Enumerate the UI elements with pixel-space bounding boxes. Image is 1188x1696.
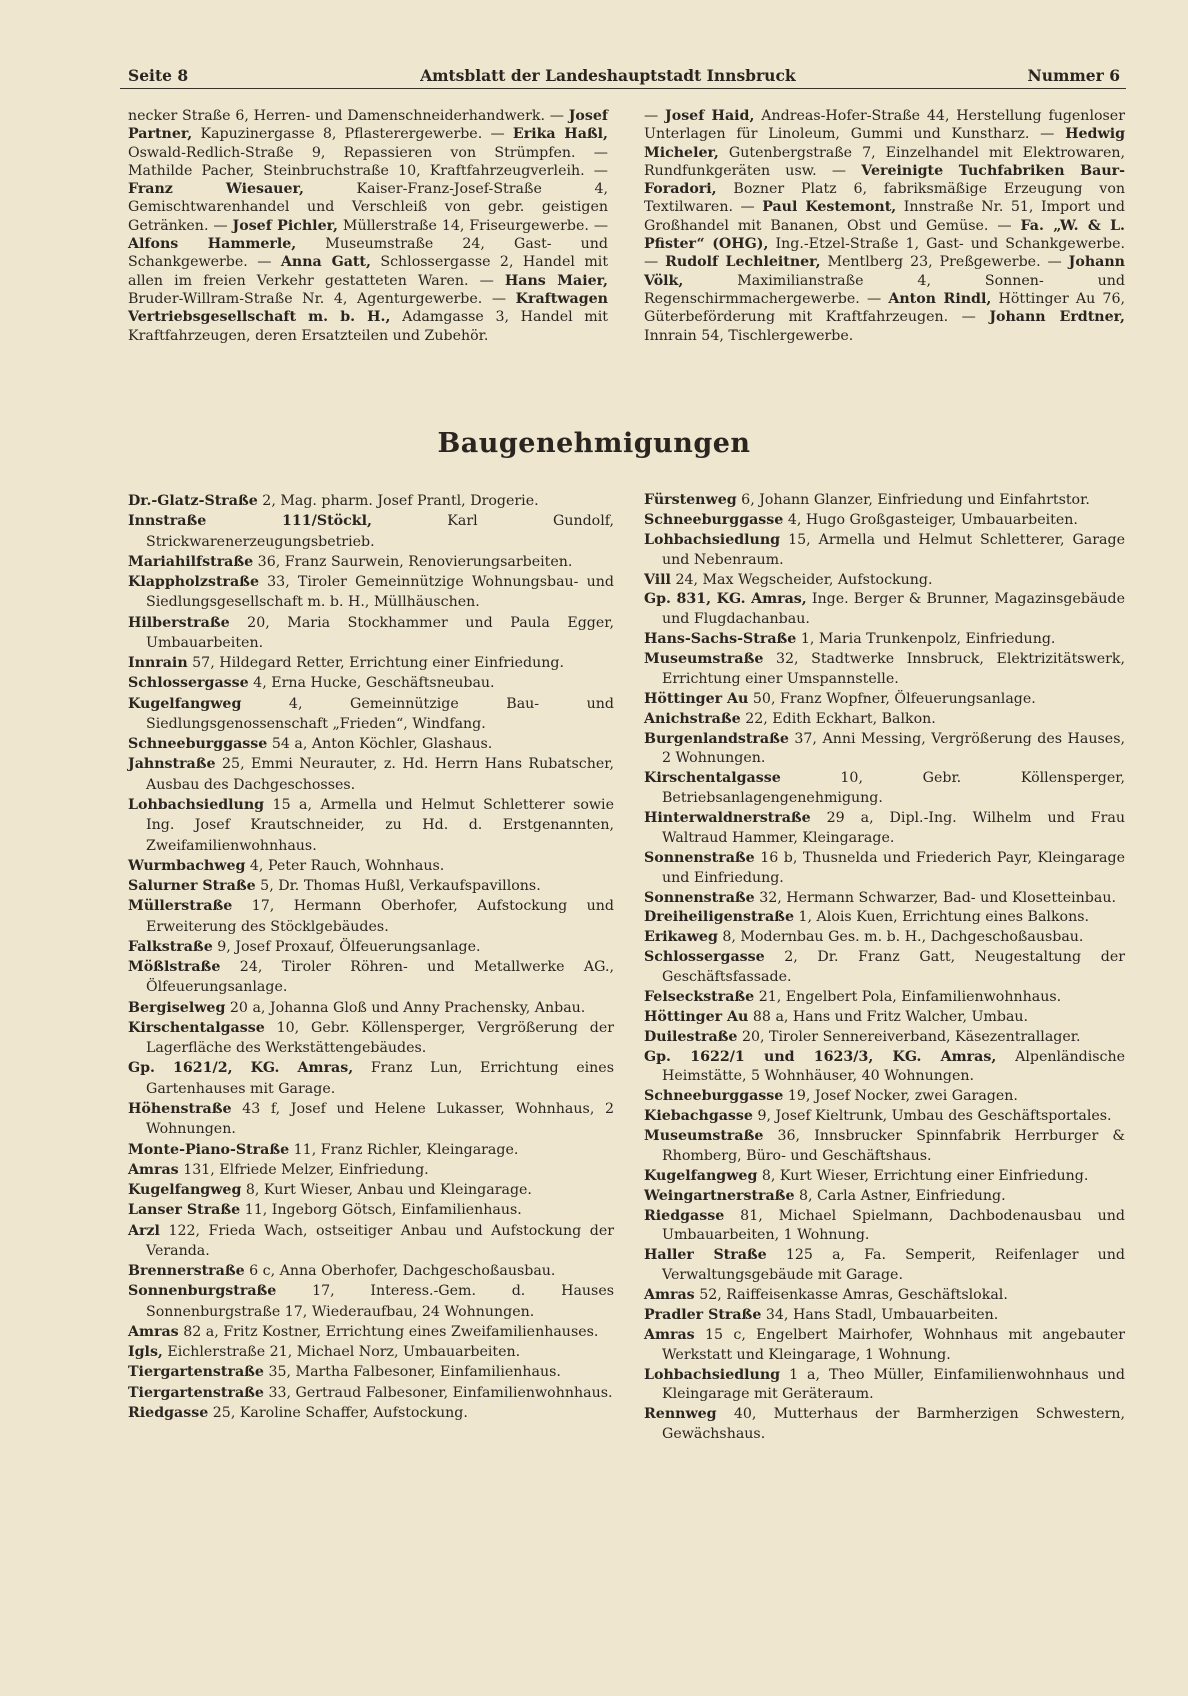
permit-details: 4, Erna Hucke, Geschäftsneubau. <box>248 675 495 692</box>
permit-details: 15 a, Armella und Helmut Schletterer sowie Ing. Josef Krautschneider, zu Hd. d. Erstgenannten, Zweifamilienwohnhaus. <box>146 796 614 854</box>
permit-details: 21, Engelbert Pola, Einfamilienwohnhaus. <box>754 988 1062 1005</box>
permit-details: 6 c, Anna Oberhofer, Dachgeschoßausbau. <box>244 1263 556 1280</box>
registrant-details: Höttinger Au 76, Güterbeförderung mit Kraftfahrzeugen. — <box>644 290 1125 326</box>
permit-address: Tiergartenstraße <box>128 1364 264 1381</box>
permit-details: 40, Mutterhaus der Barmherzigen Schwestern, Gewächshaus. <box>662 1406 1125 1443</box>
permit-details: 131, Elfriede Melzer, Einfriedung. <box>178 1161 429 1178</box>
permit-entry <box>644 889 1125 909</box>
permit-entry <box>128 1221 614 1262</box>
registrant-name: Alfons Hammerle, <box>128 236 297 253</box>
permit-address: Höttinger Au <box>644 1008 749 1025</box>
permit-address: Rennweg <box>644 1406 717 1423</box>
issue-number: Nummer 6 <box>1027 66 1120 85</box>
permit-details: 82 a, Fritz Kostner, Errichtung eines Zweifamilienhauses. <box>178 1323 599 1340</box>
registrant-details: Andreas-Hofer-Straße 44, Herstellung fugenloser Unterlagen für Linoleum, Gummi und Kunstharz. — <box>644 108 1125 143</box>
registrant-name: Anton Rindl, <box>888 290 992 307</box>
permit-address: Lohbachsiedlung <box>644 1366 781 1383</box>
registrant-details: Mentlberg 23, Preßgewerbe. — <box>820 254 1062 271</box>
permit-address: Haller Straße <box>644 1247 767 1264</box>
permit-address: Amras <box>644 1287 695 1303</box>
permit-details: 81, Michael Spielmann, Dachbodenausbau und Umbauarbeiten, 1 Wohnung. <box>662 1207 1125 1244</box>
permit-entry <box>644 1048 1125 1088</box>
permit-address: Amras <box>128 1323 179 1340</box>
permit-entry <box>128 1099 614 1140</box>
permit-address: Sonnenburgstraße <box>128 1283 277 1300</box>
permit-address: Pradler Straße <box>644 1306 762 1323</box>
permit-entry <box>128 572 614 613</box>
permit-details: 43 f, Josef und Helene Lukasser, Wohnhaus, 2 Wohnungen. <box>146 1100 614 1138</box>
permit-details: 15, Armella und Helmut Schletterer, Garage und Nebenraum. <box>662 531 1125 568</box>
permit-entry <box>128 1160 614 1180</box>
permit-address: Felseckstraße <box>644 988 755 1005</box>
permit-entry <box>644 1207 1125 1247</box>
permit-entry <box>128 734 614 754</box>
registrant-name: Fa. „W. & L. Pfister“ (OHG), <box>644 217 1125 253</box>
permit-entry <box>128 1261 614 1281</box>
permit-entry <box>644 948 1125 988</box>
building-permits-left-column <box>128 491 614 1423</box>
permit-address: Kirschentalgasse <box>128 1019 265 1036</box>
permit-details: 36, Franz Saurwein, Renovierungsarbeiten. <box>253 553 573 570</box>
permit-details: 10, Gebr. Köllensperger, Betriebsanlagengenehmigung. <box>662 770 1125 807</box>
permit-address: Hilberstraße <box>128 614 230 631</box>
permit-address: Igls, <box>128 1344 163 1361</box>
permit-details: 4, Peter Rauch, Wohnhaus. <box>245 857 445 874</box>
permit-address: Lohbachsiedlung <box>644 531 781 548</box>
permit-details: 33, Tiroler Gemeinnützige Wohnungsbau- und Siedlungsgesellschaft m. b. H., Müllhäuschen. <box>146 574 614 611</box>
permit-entry <box>644 1167 1125 1187</box>
registrant-name: Hedwig Micheler, <box>644 126 1125 161</box>
permit-address: Sonnenstraße <box>644 889 755 906</box>
registrant-name: Vereinigte Tuchfabriken Baur-Foradori, <box>644 162 1125 198</box>
permit-details: 20, Tiroler Sennereiverband, Käsezentrallager. <box>737 1028 1081 1045</box>
page-number: Seite 8 <box>128 66 189 85</box>
permit-entry <box>128 1018 614 1059</box>
registrant-details: Adamgasse 3, Handel mit Kraftfahrzeugen, deren Ersatzteilen und Zubehör. <box>128 309 608 344</box>
permit-address: Müllerstraße <box>128 898 233 915</box>
permit-address: Anichstraße <box>644 710 741 727</box>
permit-details: Alpenländische Heimstätte, 5 Wohnhäuser, 40 Wohnungen. <box>662 1048 1125 1085</box>
permit-entry <box>644 1326 1125 1366</box>
permit-address: Höttinger Au <box>644 690 749 707</box>
permit-address: Dreiheiligenstraße <box>644 909 794 926</box>
permit-details: 8, Carla Astner, Einfriedung. <box>794 1187 1006 1204</box>
permit-details: 20, Maria Stockhammer und Paula Egger, Umbauarbeiten. <box>146 614 614 651</box>
permit-details: 17, Interess.-Gem. d. Hauses Sonnenburgstraße 17, Wiederaufbau, 24 Wohnungen. <box>146 1283 614 1320</box>
permit-address: Gp. 1621/2, KG. Amras, <box>128 1060 354 1077</box>
permit-details: 22, Edith Eckhart, Balkon. <box>740 710 936 727</box>
trade-register-paragraph-right <box>644 107 1125 345</box>
permit-details: 4, Hugo Großgasteiger, Umbauarbeiten. <box>783 511 1078 528</box>
permit-details: 9, Josef Proxauf, Ölfeuerungsanlage. <box>212 938 481 955</box>
permit-details: 125 a, Fa. Semperit, Reifenlager und Verwaltungsgebäude mit Garage. <box>662 1247 1126 1284</box>
registrant-details: Bozner Platz 6, fabriksmäßige Erzeugung von Textilwaren. — <box>644 181 1125 216</box>
registrant-details: Maximilianstraße 4, Sonnen- und Regenschirmmachergewerbe. — <box>644 272 1125 307</box>
permit-details: Inge. Berger & Brunner, Magazinsgebäude und Flugdachanbau. <box>662 591 1126 628</box>
permit-details: 32, Stadtwerke Innsbruck, Elektrizitätswerk, Errichtung einer Umspannstelle. <box>662 651 1125 687</box>
permit-entry <box>644 730 1125 770</box>
permit-details: 1 a, Theo Müller, Einfamilienwohnhaus und Kleingarage mit Geräteraum. <box>662 1366 1125 1403</box>
permit-entry <box>644 511 1125 531</box>
permit-entry <box>644 1028 1125 1048</box>
permit-details: Karl Gundolf, Strickwarenerzeugungsbetrieb. <box>146 513 615 550</box>
permit-entry <box>128 613 614 654</box>
permit-entry <box>644 1008 1125 1028</box>
permit-entry <box>128 1362 614 1382</box>
permit-address: Innrain <box>128 655 188 672</box>
registrant-name: Paul Kestemont, <box>762 199 897 216</box>
permit-entry <box>128 1058 614 1099</box>
permit-address: Kiebachgasse <box>644 1108 753 1125</box>
permit-entry <box>644 1087 1125 1107</box>
permit-details: 2, Dr. Franz Gatt, Neugestaltung der Geschäftsfassade. <box>662 949 1125 985</box>
permit-address: Riedgasse <box>128 1404 209 1421</box>
permit-entry <box>128 1200 614 1220</box>
permit-address: Salurner Straße <box>128 878 256 895</box>
permit-address: Duilestraße <box>644 1028 738 1045</box>
registrant-name: Josef Partner, <box>128 108 608 143</box>
permit-details: 9, Josef Kieltrunk, Umbau des Geschäftsportales. <box>752 1108 1112 1125</box>
permit-details: 52, Raiffeisenkasse Amras, Geschäftslokal. <box>694 1287 1008 1303</box>
permit-entry <box>644 1405 1125 1445</box>
permit-details: 11, Ingeborg Götsch, Einfamilienhaus. <box>240 1202 522 1219</box>
permit-address: Erikaweg <box>644 929 718 946</box>
trade-register-left-column <box>128 107 608 345</box>
permit-entry <box>128 937 614 957</box>
permit-details: 15 c, Engelbert Mairhofer, Wohnhaus mit angebauter Werkstatt und Kleingarage, 1 Wohnung. <box>662 1326 1125 1363</box>
registrant-details: necker Straße 6, Herren- und Damenschneiderhandwerk. — <box>128 108 564 124</box>
permit-details: 6, Johann Glanzer, Einfriedung und Einfahrtstor. <box>736 492 1090 508</box>
registrant-name: Josef Pichler, <box>232 217 338 234</box>
permit-details: Eichlerstraße 21, Michael Norz, Umbauarbeiten. <box>162 1344 521 1361</box>
permit-entry <box>128 1403 614 1423</box>
permit-address: Weingartnerstraße <box>644 1187 795 1204</box>
permit-details: 17, Hermann Oberhofer, Aufstockung und Erweiterung des Stöcklgebäudes. <box>146 898 614 935</box>
permit-entry <box>644 1127 1125 1167</box>
permit-entry <box>128 1281 614 1322</box>
permit-entry <box>128 856 614 876</box>
registrant-details: Kaiser-Franz-Josef-Straße 4, Gemischtwarenhandel und Verschleiß von gebr. geistigen Getränken. — <box>128 181 609 234</box>
permit-details: 122, Frieda Wach, ostseitiger Anbau und Aufstockung der Veranda. <box>146 1222 614 1259</box>
permit-details: 35, Martha Falbesoner, Einfamilienhaus. <box>263 1364 561 1381</box>
permit-address: Amras <box>644 1326 695 1343</box>
permit-entry <box>644 630 1125 650</box>
permit-entry <box>644 849 1125 889</box>
permit-details: 25, Karoline Schaffer, Aufstockung. <box>208 1404 468 1421</box>
permit-details: 25, Emmi Neurauter, z. Hd. Herrn Hans Rubatscher, Ausbau des Dachgeschosses. <box>146 756 614 793</box>
permit-entry <box>128 1180 614 1200</box>
permit-address: Mariahilfstraße <box>128 553 254 570</box>
permit-entry <box>644 571 1125 591</box>
permit-entry <box>128 998 614 1018</box>
permit-entry <box>128 876 614 896</box>
permit-address: Kirschentalgasse <box>644 770 781 787</box>
registrant-name: Josef Haid, <box>665 108 755 124</box>
permit-entry <box>128 754 614 795</box>
building-permits-right-column <box>644 491 1125 1445</box>
permit-entry <box>644 491 1125 511</box>
registrant-details: Müllerstraße 14, Friseurgewerbe. — <box>337 217 609 234</box>
permit-details: 20 a, Johanna Gloß und Anny Prachensky, Anbau. <box>225 999 586 1016</box>
registrant-details: Schlossergasse 2, Handel mit allen im freien Verkehr gestatteten Waren. — <box>128 254 609 289</box>
permit-entry <box>128 673 614 693</box>
permit-details: 32, Hermann Schwarzer, Bad- und Klosetteinbau. <box>754 889 1116 906</box>
registrant-details: Kapuzinergasse 8, Pflasterergewerbe. — <box>192 126 505 143</box>
permit-details: 54 a, Anton Köchler, Glashaus. <box>267 736 493 753</box>
registrant-name: Erika Haßl, <box>512 126 608 143</box>
permit-details: 37, Anni Messing, Vergrößerung des Hauses, 2 Wohnungen. <box>662 730 1125 767</box>
permit-entry <box>644 908 1125 928</box>
permit-entry <box>644 710 1125 730</box>
permit-address: Burgenlandstraße <box>644 730 789 747</box>
permit-details: 33, Gertraud Falbesoner, Einfamilienwohnhaus. <box>263 1384 613 1401</box>
permit-entry <box>128 1140 614 1160</box>
permit-details: 88 a, Hans und Fritz Walcher, Umbau. <box>748 1008 1029 1025</box>
permit-entry <box>128 896 614 937</box>
registrant-details: — <box>644 108 666 124</box>
permit-address: Monte-Piano-Straße <box>128 1141 290 1158</box>
permit-address: Höhenstraße <box>128 1100 232 1117</box>
permit-entry <box>128 1383 614 1403</box>
header-rule <box>120 88 1126 89</box>
permit-entry <box>128 957 614 998</box>
registrant-name: Anna Gatt, <box>280 254 371 271</box>
permit-address: Dr.-Glatz-Straße <box>128 493 258 509</box>
permit-address: Brennerstraße <box>128 1263 245 1280</box>
permit-entry <box>128 1342 614 1362</box>
permit-entry <box>644 1366 1125 1406</box>
registrant-details: Museumstraße 24, Gast- und Schankgewerbe. — <box>128 236 608 271</box>
permit-entry <box>644 769 1125 809</box>
permit-address: Schlossergasse <box>644 949 765 966</box>
permit-details: 50, Franz Wopfner, Ölfeuerungsanlage. <box>748 690 1036 707</box>
permit-address: Jahnstraße <box>128 756 216 773</box>
permit-entry <box>128 694 614 735</box>
permit-entry <box>128 653 614 673</box>
permit-address: Innstraße 111/Stöckl, <box>128 513 372 530</box>
registrant-name: Franz Wiesauer, <box>128 181 304 198</box>
permit-entry <box>128 552 614 572</box>
permit-address: Schlossergasse <box>128 675 249 692</box>
permit-address: Lohbachsiedlung <box>128 796 265 813</box>
section-title: Baugenehmigungen <box>437 428 751 459</box>
permit-entry <box>128 795 614 856</box>
permit-entry <box>644 1286 1125 1306</box>
permit-details: 5, Dr. Thomas Hußl, Verkaufspavillons. <box>255 878 541 895</box>
permit-address: Amras <box>128 1161 179 1178</box>
permit-details: 57, Hildegard Retter, Errichtung einer Einfriedung. <box>187 655 564 672</box>
permit-address: Gp. 1622/1 und 1623/3, KG. Amras, <box>644 1048 997 1065</box>
permit-address: Museumstraße <box>644 651 764 667</box>
permit-details: 8, Kurt Wieser, Anbau und Kleingarage. <box>241 1182 532 1199</box>
permit-entry <box>128 1322 614 1342</box>
permit-details: 24, Tiroler Röhren- und Metallwerke AG., Ölfeuerungsanlage. <box>146 959 614 996</box>
permit-entry <box>644 1187 1125 1207</box>
permit-address: Lanser Straße <box>128 1202 241 1219</box>
permit-details: Franz Lun, Errichtung eines Gartenhauses mit Garage. <box>146 1060 614 1097</box>
registrant-details: Innstraße Nr. 51, Import und Großhandel mit Bananen, Obst und Gemüse. — <box>644 199 1125 234</box>
permit-details: 2, Mag. pharm. Josef Prantl, Drogerie. <box>257 493 539 509</box>
permit-address: Bergiselweg <box>128 999 226 1016</box>
permit-address: Klappholzstraße <box>128 574 259 591</box>
trade-register-paragraph-left <box>128 107 608 345</box>
permit-address: Vill <box>644 571 671 588</box>
permit-entry <box>644 590 1125 630</box>
registrant-name: Johann Erdtner, <box>989 309 1126 326</box>
registrant-name: Rudolf Lechleitner, <box>665 254 821 271</box>
permit-entry <box>644 1306 1125 1326</box>
registrant-details: Innrain 54, Tischlergewerbe. <box>644 327 854 344</box>
permit-address: Kugelfangweg <box>644 1167 758 1184</box>
permit-details: 34, Hans Stadl, Umbauarbeiten. <box>761 1306 999 1323</box>
permit-address: Wurmbachweg <box>128 857 246 874</box>
permit-address: Mößlstraße <box>128 959 221 976</box>
permit-details: 1, Maria Trunkenpolz, Einfriedung. <box>796 631 1056 648</box>
permit-address: Hans-Sachs-Straße <box>644 631 797 648</box>
permit-address: Riedgasse <box>644 1207 725 1224</box>
permit-address: Schneeburggasse <box>128 736 268 753</box>
permit-entry <box>644 1107 1125 1127</box>
registrant-name: Hans Maier, <box>504 272 608 289</box>
permit-address: Tiergartenstraße <box>128 1384 264 1401</box>
permit-address: Schneeburggasse <box>644 511 784 528</box>
permit-entry <box>644 809 1125 849</box>
publication-title: Amtsblatt der Landeshauptstadt Innsbruck <box>420 66 796 85</box>
permit-details: 8, Kurt Wieser, Errichtung einer Einfriedung. <box>757 1167 1089 1184</box>
permit-entry <box>644 1246 1125 1286</box>
registrant-details: Ing.-Etzel-Straße 1, Gast- und Schankgewerbe. — <box>644 236 1126 271</box>
permit-entry <box>644 690 1125 710</box>
page-header <box>128 55 1120 85</box>
permit-details: 8, Modernbau Ges. m. b. H., Dachgeschoßausbau. <box>717 929 1084 946</box>
permit-entry <box>644 988 1125 1008</box>
permit-address: Falkstraße <box>128 938 213 955</box>
registrant-name: Kraftwagen Vertriebsgesellschaft m. b. H., <box>128 290 608 326</box>
permit-details: 19, Josef Nocker, zwei Garagen. <box>783 1088 1018 1105</box>
permit-address: Sonnenstraße <box>644 849 755 866</box>
permit-entry <box>128 511 614 552</box>
permit-address: Kugelfangweg <box>128 695 242 712</box>
permit-details: 4, Gemeinnützige Bau- und Siedlungsgenossenschaft „Frieden“, Windfang. <box>146 695 614 732</box>
permit-entry <box>644 650 1125 690</box>
registrant-details: Oswald-Redlich-Straße 9, Repassieren von Strümpfen. — Mathilde Pacher, Steinbruchstraße 10, Kraftfahrzeugverleih. — <box>128 144 608 179</box>
permit-details: 1, Alois Kuen, Errichtung eines Balkons. <box>793 909 1090 926</box>
permit-address: Hinterwaldnerstraße <box>644 810 811 826</box>
permit-details: 24, Max Wegscheider, Aufstockung. <box>670 571 933 588</box>
permit-address: Fürstenweg <box>644 492 737 508</box>
registrant-details: Bruder-Willram-Straße Nr. 4, Agenturgewerbe. — <box>128 290 507 307</box>
permit-entry <box>644 531 1125 571</box>
permit-address: Schneeburggasse <box>644 1088 784 1105</box>
registrant-name: Johann Völk, <box>644 254 1125 289</box>
permit-entry <box>644 928 1125 948</box>
permit-details: 29 a, Dipl.-Ing. Wilhelm und Frau Waltraud Hammer, Kleingarage. <box>662 810 1125 846</box>
permit-address: Kugelfangweg <box>128 1182 242 1199</box>
registrant-details: Gutenbergstraße 7, Einzelhandel mit Elektrowaren, Rundfunkgeräten usw. — <box>644 144 1125 179</box>
permit-details: 16 b, Thusnelda und Friederich Payr, Kleingarage und Einfriedung. <box>662 849 1125 886</box>
permit-details: 10, Gebr. Köllensperger, Vergrößerung der Lagerfläche des Werkstättengebäudes. <box>146 1019 614 1057</box>
trade-register-right-column <box>644 107 1125 345</box>
permit-details: 11, Franz Richler, Kleingarage. <box>289 1141 519 1158</box>
permit-entry <box>128 491 614 511</box>
permit-address: Gp. 831, KG. Amras, <box>644 591 807 608</box>
permit-address: Museumstraße <box>644 1128 764 1144</box>
permit-address: Arzl <box>128 1222 160 1239</box>
permit-details: 36, Innsbrucker Spinnfabrik Herrburger & Rhomberg, Büro- und Geschäftshaus. <box>662 1128 1125 1164</box>
